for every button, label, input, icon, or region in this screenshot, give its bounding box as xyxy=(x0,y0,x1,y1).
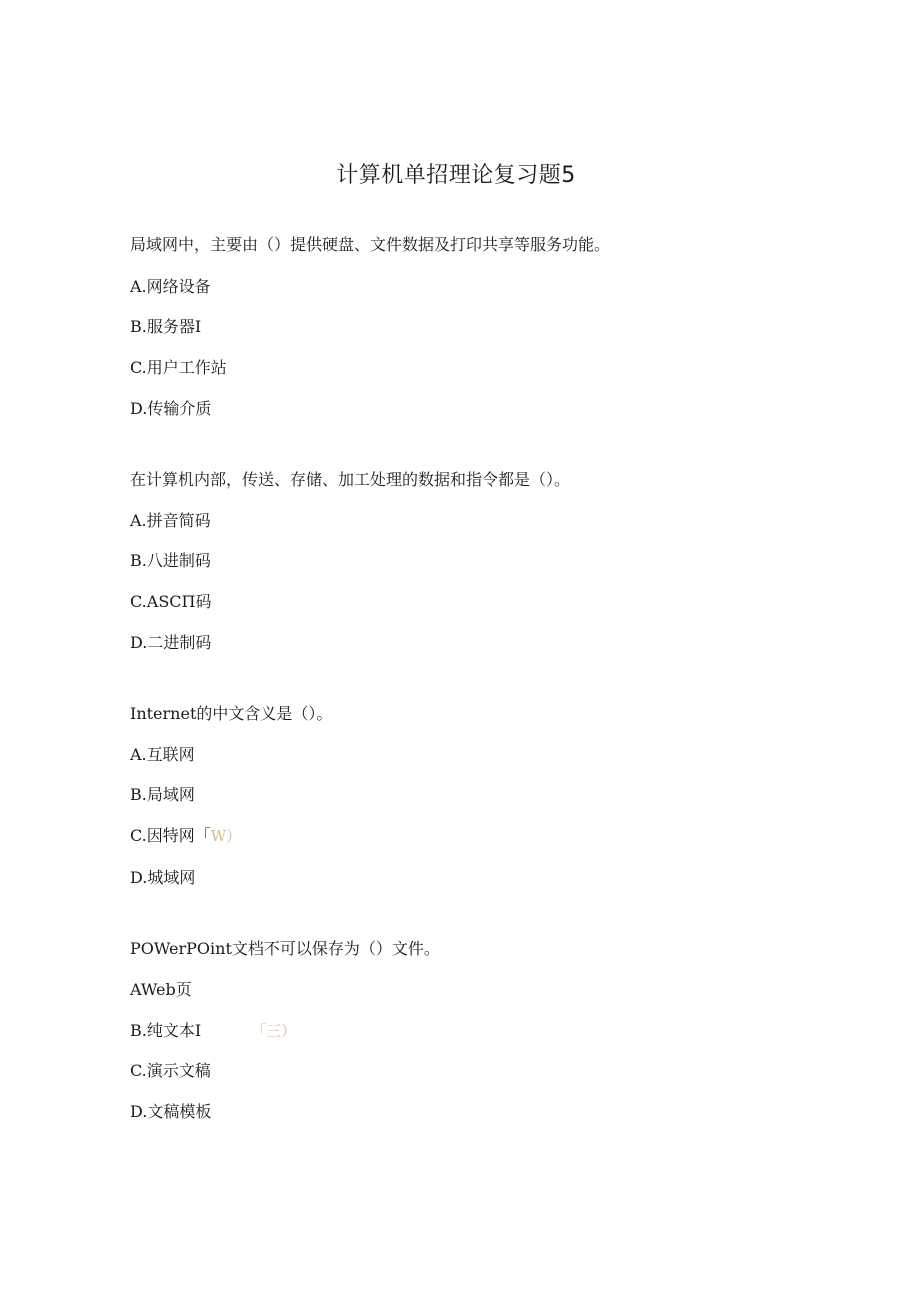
question-1-option-c: C.用户工作站 xyxy=(130,358,227,377)
question-1-option-d: D.传输介质 xyxy=(130,399,212,418)
question-2-option-d: D.二进制码 xyxy=(130,633,212,652)
handwritten-mark: W） xyxy=(210,827,242,845)
question-4-stem: POWerPOint文档不可以保存为（）文件。 xyxy=(130,939,440,958)
question-2-stem: 在计算机内部，传送、存储、加工处理的数据和指令都是（）。 xyxy=(130,470,571,489)
question-2-option-b: B.八进制码 xyxy=(130,551,211,570)
question-4-option-a: AWeb页 xyxy=(130,980,192,999)
question-2-option-a: A.拼音简码 xyxy=(130,511,211,530)
question-1-stem: 局域网中，主要由（）提供硬盘、文件数据及打印共享等服务功能。 xyxy=(130,235,611,254)
question-3-option-b: B.局域网 xyxy=(130,785,195,804)
question-3-option-d: D.城域网 xyxy=(130,868,196,887)
question-2-option-c: C.ASCΠ码 xyxy=(130,592,212,611)
question-3-option-a: A.互联网 xyxy=(130,745,195,764)
question-3-stem: Internet的中文含义是（）。 xyxy=(130,704,333,723)
question-4-option-b-row xyxy=(130,1020,296,1042)
question-3-option-c-row xyxy=(130,825,241,847)
question-3-option-c: C.因特网「 xyxy=(130,826,211,845)
handwritten-mark: 「三） xyxy=(251,1022,297,1040)
page-title: 计算机单招理论复习题5 xyxy=(336,163,576,188)
question-4-option-b: B.纯文本I xyxy=(130,1021,202,1040)
question-4-option-c: C.演示文稿 xyxy=(130,1061,211,1080)
question-1-option-a: A.网络设备 xyxy=(130,277,211,296)
question-4-option-d: D.文稿模板 xyxy=(130,1102,212,1121)
question-1-option-b: B.服务器I xyxy=(130,317,202,336)
